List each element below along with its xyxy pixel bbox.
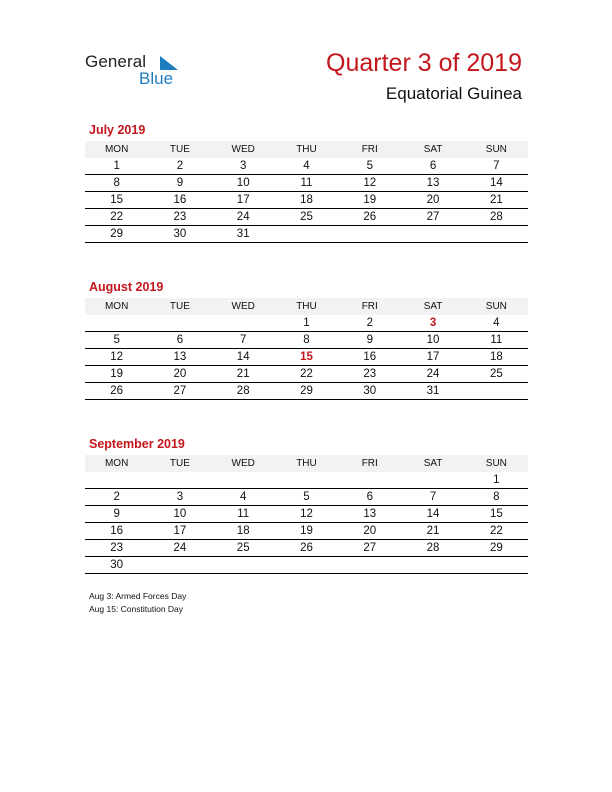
empty-day-cell xyxy=(275,472,338,489)
day-cell: 4 xyxy=(212,489,275,506)
empty-day-cell xyxy=(148,557,211,574)
weekday-header: THU xyxy=(275,298,338,315)
page-title: Quarter 3 of 2019 xyxy=(326,49,522,77)
calendar-grid xyxy=(85,298,528,400)
day-cell: 26 xyxy=(338,209,401,226)
weekday-header: MON xyxy=(85,298,148,315)
month-august xyxy=(85,279,528,400)
empty-day-cell xyxy=(212,557,275,574)
week-row xyxy=(85,489,528,506)
week-row xyxy=(85,209,528,226)
day-cell: 8 xyxy=(275,332,338,349)
day-cell: 26 xyxy=(275,540,338,557)
weekday-header: FRI xyxy=(338,455,401,472)
empty-day-cell xyxy=(401,557,464,574)
day-cell: 17 xyxy=(212,192,275,209)
day-cell: 1 xyxy=(465,472,528,489)
week-row xyxy=(85,349,528,366)
day-cell: 8 xyxy=(465,489,528,506)
logo-general-text: General xyxy=(85,52,147,71)
empty-day-cell xyxy=(401,226,464,243)
day-cell: 29 xyxy=(85,226,148,243)
weekday-header: WED xyxy=(212,298,275,315)
day-cell: 12 xyxy=(275,506,338,523)
month-july xyxy=(85,122,528,243)
empty-day-cell xyxy=(275,226,338,243)
logo-triangle-icon xyxy=(158,56,178,70)
day-cell: 23 xyxy=(85,540,148,557)
empty-day-cell xyxy=(338,226,401,243)
day-cell: 13 xyxy=(148,349,211,366)
day-cell: 3 xyxy=(148,489,211,506)
day-cell: 12 xyxy=(338,175,401,192)
empty-day-cell xyxy=(148,315,211,332)
month-title: August 2019 xyxy=(89,280,164,294)
day-cell: 5 xyxy=(275,489,338,506)
day-cell: 30 xyxy=(148,226,211,243)
calendar-grid xyxy=(85,455,528,574)
day-cell: 14 xyxy=(212,349,275,366)
holiday-notes xyxy=(89,590,186,615)
week-row xyxy=(85,472,528,489)
empty-day-cell xyxy=(338,557,401,574)
week-row xyxy=(85,192,528,209)
day-cell: 18 xyxy=(465,349,528,366)
day-cell: 11 xyxy=(465,332,528,349)
empty-day-cell xyxy=(275,557,338,574)
day-cell: 20 xyxy=(338,523,401,540)
weekday-header: FRI xyxy=(338,141,401,158)
week-row xyxy=(85,366,528,383)
empty-day-cell xyxy=(465,226,528,243)
weekday-header: SAT xyxy=(401,455,464,472)
weekday-header: SUN xyxy=(465,141,528,158)
empty-day-cell xyxy=(401,472,464,489)
week-row xyxy=(85,158,528,175)
weekday-header: SAT xyxy=(401,141,464,158)
country-name: Equatorial Guinea xyxy=(385,84,522,103)
day-cell: 20 xyxy=(148,366,211,383)
day-cell: 23 xyxy=(148,209,211,226)
day-cell: 15 xyxy=(85,192,148,209)
day-cell: 11 xyxy=(275,175,338,192)
weekday-header: WED xyxy=(212,455,275,472)
holiday-day-cell: 15 xyxy=(275,349,338,366)
day-cell: 23 xyxy=(338,366,401,383)
day-cell: 6 xyxy=(401,158,464,175)
day-cell: 28 xyxy=(465,209,528,226)
day-cell: 27 xyxy=(148,383,211,400)
day-cell: 19 xyxy=(85,366,148,383)
week-row xyxy=(85,557,528,574)
day-cell: 5 xyxy=(85,332,148,349)
day-cell: 8 xyxy=(85,175,148,192)
day-cell: 31 xyxy=(401,383,464,400)
empty-day-cell xyxy=(465,557,528,574)
day-cell: 4 xyxy=(275,158,338,175)
day-cell: 27 xyxy=(401,209,464,226)
weekday-header: MON xyxy=(85,455,148,472)
day-cell: 20 xyxy=(401,192,464,209)
day-cell: 14 xyxy=(465,175,528,192)
calendar-grid xyxy=(85,141,528,243)
day-cell: 21 xyxy=(465,192,528,209)
week-row xyxy=(85,506,528,523)
weekday-header: WED xyxy=(212,141,275,158)
weekday-header: TUE xyxy=(148,298,211,315)
day-cell: 30 xyxy=(85,557,148,574)
weekday-header: FRI xyxy=(338,298,401,315)
day-cell: 19 xyxy=(275,523,338,540)
day-cell: 1 xyxy=(275,315,338,332)
day-cell: 25 xyxy=(275,209,338,226)
week-row xyxy=(85,226,528,243)
day-cell: 18 xyxy=(275,192,338,209)
day-cell: 10 xyxy=(401,332,464,349)
day-cell: 3 xyxy=(212,158,275,175)
week-row xyxy=(85,540,528,557)
day-cell: 17 xyxy=(148,523,211,540)
day-cell: 13 xyxy=(401,175,464,192)
day-cell: 12 xyxy=(85,349,148,366)
holiday-day-cell: 3 xyxy=(401,315,464,332)
day-cell: 31 xyxy=(212,226,275,243)
empty-day-cell xyxy=(85,315,148,332)
weekday-header: THU xyxy=(275,455,338,472)
day-cell: 28 xyxy=(401,540,464,557)
week-row xyxy=(85,523,528,540)
day-cell: 4 xyxy=(465,315,528,332)
day-cell: 13 xyxy=(338,506,401,523)
day-cell: 25 xyxy=(212,540,275,557)
day-cell: 27 xyxy=(338,540,401,557)
day-cell: 9 xyxy=(338,332,401,349)
day-cell: 7 xyxy=(401,489,464,506)
day-cell: 30 xyxy=(338,383,401,400)
day-cell: 22 xyxy=(275,366,338,383)
week-row xyxy=(85,383,528,400)
day-cell: 18 xyxy=(212,523,275,540)
logo-blue-text: Blue xyxy=(139,69,174,88)
weekday-header: SUN xyxy=(465,298,528,315)
day-cell: 16 xyxy=(85,523,148,540)
weekday-header: SUN xyxy=(465,455,528,472)
empty-day-cell xyxy=(465,383,528,400)
day-cell: 10 xyxy=(148,506,211,523)
day-cell: 17 xyxy=(401,349,464,366)
holiday-note: Aug 15: Constitution Day xyxy=(89,603,184,614)
empty-day-cell xyxy=(85,472,148,489)
weekday-header: TUE xyxy=(148,141,211,158)
week-row xyxy=(85,332,528,349)
day-cell: 22 xyxy=(85,209,148,226)
month-title: September 2019 xyxy=(89,437,185,451)
empty-day-cell xyxy=(212,472,275,489)
empty-day-cell xyxy=(338,472,401,489)
empty-day-cell xyxy=(212,315,275,332)
day-cell: 11 xyxy=(212,506,275,523)
day-cell: 9 xyxy=(148,175,211,192)
day-cell: 1 xyxy=(85,158,148,175)
weekday-header-row xyxy=(85,298,528,315)
day-cell: 10 xyxy=(212,175,275,192)
day-cell: 19 xyxy=(338,192,401,209)
weekday-header: TUE xyxy=(148,455,211,472)
day-cell: 22 xyxy=(465,523,528,540)
day-cell: 2 xyxy=(85,489,148,506)
day-cell: 24 xyxy=(212,209,275,226)
weekday-header-row xyxy=(85,455,528,472)
day-cell: 24 xyxy=(148,540,211,557)
day-cell: 16 xyxy=(148,192,211,209)
day-cell: 24 xyxy=(401,366,464,383)
day-cell: 7 xyxy=(212,332,275,349)
weekday-header-row xyxy=(85,141,528,158)
day-cell: 6 xyxy=(148,332,211,349)
day-cell: 25 xyxy=(465,366,528,383)
day-cell: 5 xyxy=(338,158,401,175)
weekday-header: MON xyxy=(85,141,148,158)
logo xyxy=(85,52,195,92)
day-cell: 14 xyxy=(401,506,464,523)
week-row xyxy=(85,175,528,192)
day-cell: 2 xyxy=(338,315,401,332)
day-cell: 15 xyxy=(465,506,528,523)
month-title: July 2019 xyxy=(89,123,146,137)
day-cell: 7 xyxy=(465,158,528,175)
week-row xyxy=(85,315,528,332)
day-cell: 28 xyxy=(212,383,275,400)
day-cell: 9 xyxy=(85,506,148,523)
day-cell: 21 xyxy=(212,366,275,383)
weekday-header: THU xyxy=(275,141,338,158)
day-cell: 2 xyxy=(148,158,211,175)
day-cell: 26 xyxy=(85,383,148,400)
day-cell: 21 xyxy=(401,523,464,540)
month-september xyxy=(85,436,528,574)
empty-day-cell xyxy=(148,472,211,489)
day-cell: 29 xyxy=(465,540,528,557)
day-cell: 6 xyxy=(338,489,401,506)
weekday-header: SAT xyxy=(401,298,464,315)
holiday-note: Aug 3: Armed Forces Day xyxy=(89,591,187,601)
day-cell: 16 xyxy=(338,349,401,366)
day-cell: 29 xyxy=(275,383,338,400)
